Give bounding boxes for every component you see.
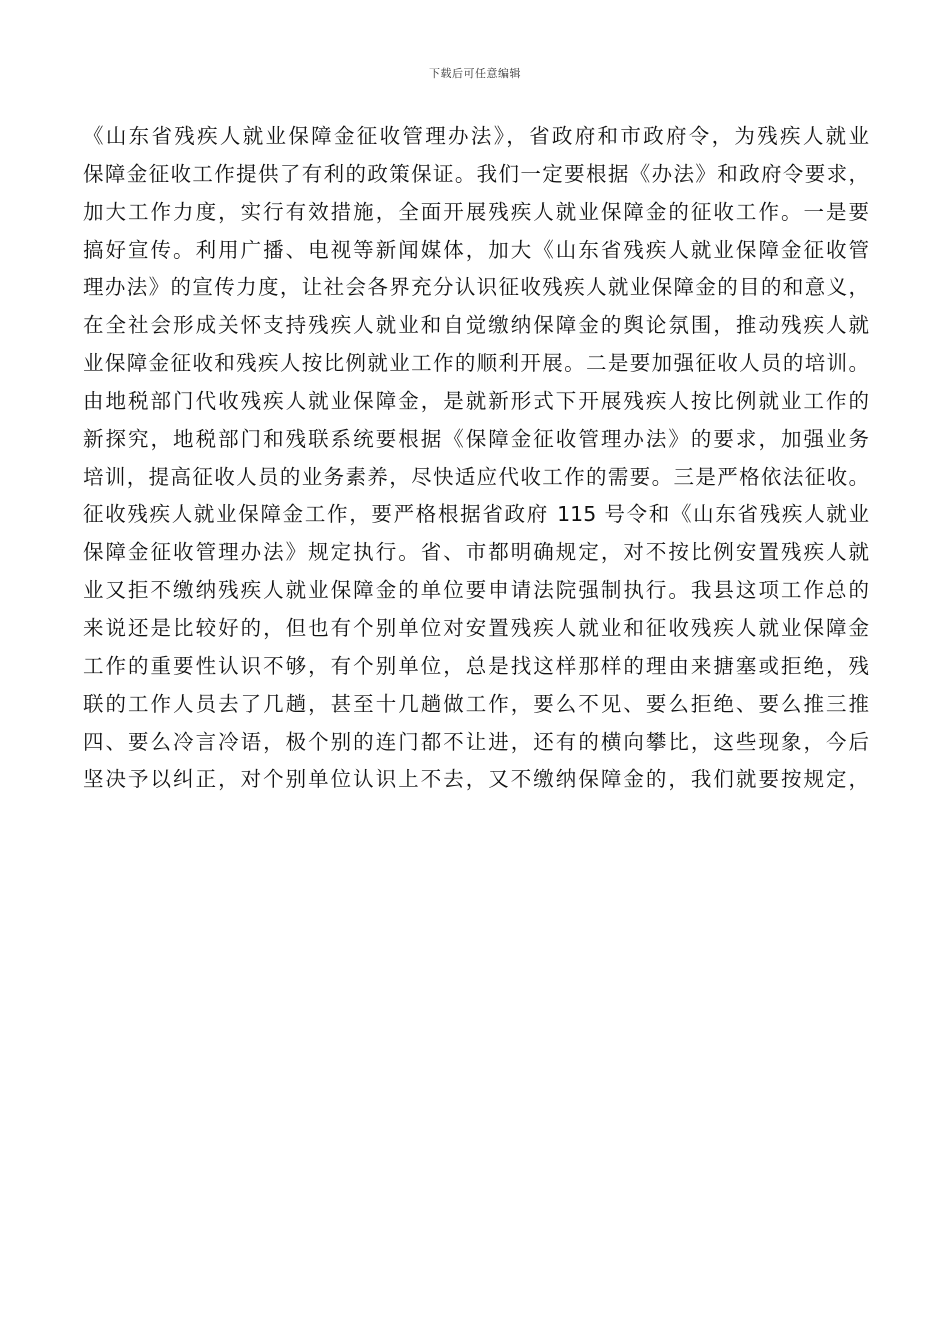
text-line: 业保障金征收和残疾人按比例就业工作的顺利开展。二是要加强征收人员的培训。 [83,351,869,376]
text-line: 搞好宣传。利用广播、电视等新闻媒体，加大《山东省残疾人就业保障金征收管 [83,237,869,262]
text-line: 新探究，地税部门和残联系统要根据《保障金征收管理办法》的要求，加强业务 [83,426,869,451]
page-header: 下载后可任意编辑 [429,67,521,80]
text-line: 来说还是比较好的，但也有个别单位对安置残疾人就业和征收残疾人就业保障金 [83,615,869,640]
text-line: 业又拒不缴纳残疾人就业保障金的单位要申请法院强制执行。我县这项工作总的 [83,578,869,603]
text-line: 四、要么冷言冷语，极个别的连门都不让进，还有的横向攀比，这些现象，今后 [83,729,869,754]
text-line: 在全社会形成关怀支持残疾人就业和自觉缴纳保障金的舆论氛围，推动残疾人就 [83,313,869,338]
text-line: 理办法》的宣传力度，让社会各界充分认识征收残疾人就业保障金的目的和意义， [83,275,869,300]
text-line: 保障金征收工作提供了有利的政策保证。我们一定要根据《办法》和政府令要求， [83,161,869,186]
text-line: 征收残疾人就业保障金工作，要严格根据省政府 115 号令和《山东省残疾人就业 [83,502,869,527]
text-line: 培训，提高征收人员的业务素养，尽快适应代收工作的需要。三是严格依法征收。 [83,464,869,489]
text-line: 加大工作力度，实行有效措施，全面开展残疾人就业保障金的征收工作。一是要 [83,199,869,224]
text-line: 联的工作人员去了几趟，甚至十几趟做工作，要么不见、要么拒绝、要么推三推 [83,691,869,716]
text-line: 工作的重要性认识不够，有个别单位，总是找这样那样的理由来搪塞或拒绝，残 [83,653,869,678]
text-line: 保障金征收管理办法》规定执行。省、市都明确规定，对不按比例安置残疾人就 [83,540,869,565]
text-line: 《山东省残疾人就业保障金征收管理办法》，省政府和市政府令，为残疾人就业 [83,124,869,148]
text-line: 坚决予以纠正，对个别单位认识上不去，又不缴纳保障金的，我们就要按规定， [83,767,869,792]
body-paragraph [83,118,869,799]
text-line: 由地税部门代收残疾人就业保障金，是就新形式下开展残疾人按比例就业工作的 [83,388,869,413]
